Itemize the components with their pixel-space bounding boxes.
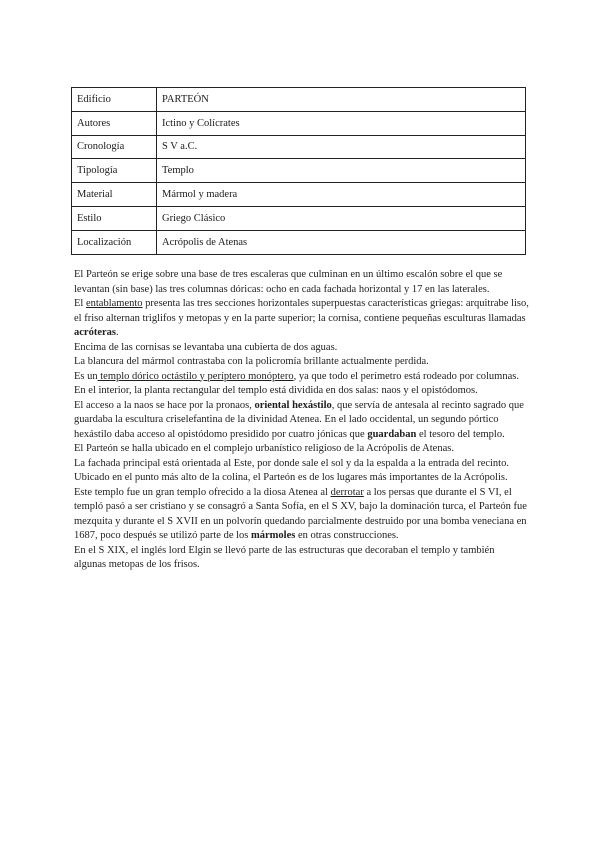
paragraph: Encima de las cornisas se levantaba una cubierta de dos aguas. [74, 341, 338, 353]
paragraph: La blancura del mármol contrastaba con la policromía brillante actualmente perdida. [74, 356, 429, 367]
bold-term: guardaban [367, 428, 417, 440]
table-label: Autores [72, 111, 157, 135]
bold-term: oriental hexástilo [254, 399, 332, 411]
table-label: Localización [72, 230, 157, 254]
table-value: Griego Clásico [157, 206, 526, 230]
paragraph: Este templo fue un gran templo ofrecido a la diosa Atenea al derrotar a los persas que durante el S VI, el templó pasó a ser cristiano y se consagró a Santa Sofía, en el S XV, bajo la dominación turca, el Parteón fue mezquita y durante el S XVII en un polvorín quedando parcialmente destruido por una bomba veneciana en 1687, poco después se utilizó parte de los mármoles en otras construcciones. [74, 486, 527, 541]
underlined-term: derrotar [330, 486, 364, 498]
table-value: S V a.C. [157, 135, 526, 159]
table-row [72, 88, 526, 112]
table-row [72, 159, 526, 183]
paragraph: El entablamento presenta las tres secciones horizontales superpuestas características griegas: arquitrabe liso, el friso alternan triglifos y metopas y en la parte superior; la cornisa, contiene pequeñas esculturas llamadas acróteras. [74, 298, 529, 338]
bold-term: mármoles [251, 530, 296, 541]
underlined-term: templo dórico octástilo y períptero monóptero [97, 370, 294, 382]
table-row [72, 206, 526, 230]
table-row [72, 183, 526, 207]
table-label: Material [72, 183, 157, 207]
table-row [72, 111, 526, 135]
paragraph: El Parteón se erige sobre una base de tres escaleras que culminan en un último escalón sobre el que se levantan (sin base) las tres columnas dóricas: ocho en cada fachada horizontal y 17 en las laterales. [74, 269, 503, 295]
paragraph: El Parteón se halla ubicado en el complejo urbanístico religioso de la Acrópolis de Atenas. [74, 443, 454, 454]
underlined-term: entablamento [85, 298, 143, 309]
table-label: Estilo [72, 206, 157, 230]
table-row [72, 230, 526, 254]
paragraph: Ubicado en el punto más alto de la colina, el Parteón es de los lugares más importantes de la Acrópolis. [74, 472, 508, 483]
table-value: PARTEÓN [157, 88, 526, 112]
table-value: Acrópolis de Atenas [157, 230, 526, 254]
table-value: Ictino y Colícrates [157, 111, 526, 135]
paragraph: En el interior, la planta rectangular del templo está dividida en dos salas: naos y el opistódomos. [74, 385, 478, 396]
info-table [71, 87, 526, 255]
paragraph: En el S XIX, el inglés lord Elgin se llevó parte de las estructuras que decoraban el templo y también algunas metopas de los frisos. [74, 544, 495, 570]
paragraph: El acceso a la naos se hace por la pronaos, oriental hexástilo, que servía de antesala al recinto sagrado que guardaba la escultura criselefantina de la divinidad Atenea. En el lado occidental, un segundo pórtico hexástilo daba acceso al opistódomo presidido por cuatro jónicas que guardaban el tesoro del templo. [74, 399, 524, 440]
table-label: Cronología [72, 135, 157, 159]
table-label: Tipología [72, 159, 157, 183]
table-value: Templo [157, 159, 526, 183]
bold-term: acróteras [74, 327, 116, 338]
paragraph: La fachada principal está orientada al Este, por donde sale el sol y da la espalda a la entrada del recinto. [74, 457, 509, 469]
body-text [74, 268, 529, 573]
table-value: Mármol y madera [157, 183, 526, 207]
table-label: Edificio [72, 88, 157, 112]
table-row [72, 135, 526, 159]
paragraph: Es un templo dórico octástilo y períptero monóptero, ya que todo el perímetro está rodeado por columnas. [74, 370, 519, 382]
